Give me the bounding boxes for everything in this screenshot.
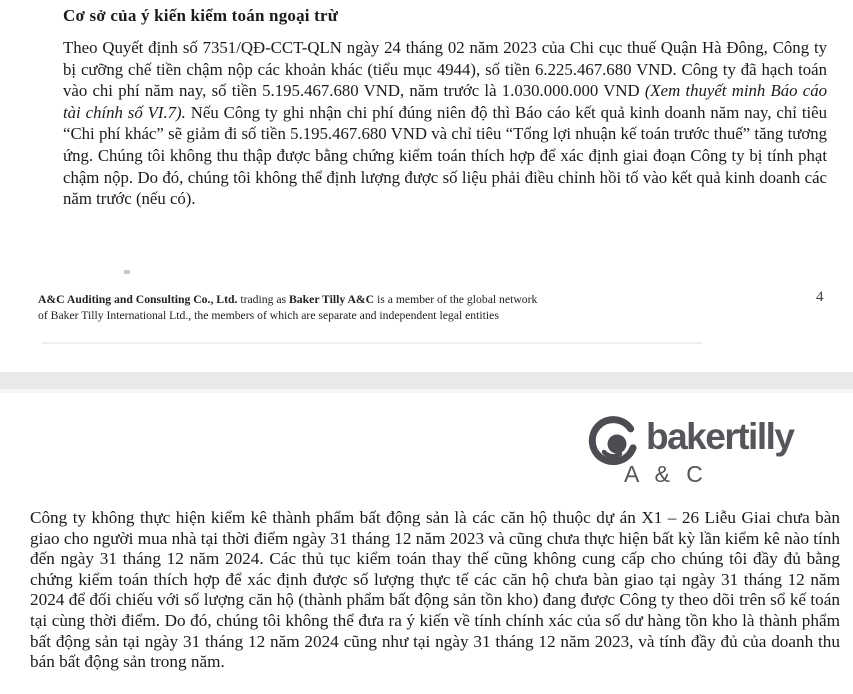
- section-heading: Cơ sở của ý kiến kiểm toán ngoại trừ: [63, 6, 339, 25]
- inventory-qualification-paragraph: Công ty không thực hiện kiểm kê thành phẩm bất động sản là các căn hộ thuộc dự án X1 – 26 Liễu Giai chưa bàn giao cho người mua nhà tại thời điểm ngày 31 tháng 12 năm 2023 và cũng chưa thực hiện bất kỳ lần kiểm kê nào tính đến ngày 31 tháng 12 năm 2024. Các thủ tục kiểm toán thay thế cũng không cung cấp cho chúng tôi đầy đủ bằng chứng kiểm toán thích hợp để xác định được số lượng thực tế các căn hộ chưa bàn giao tại ngày 31 tháng 12 năm 2024 để đối chiếu với số lượng căn hộ (thành phẩm bất động sản tồn kho) đang được Công ty theo dõi trên sổ kế toán tại cùng thời điểm. Do đó, chúng tôi không thể đưa ra ý kiến về tính chính xác của số dư hàng tồn kho là thành phẩm bất động sản tại ngày 31 tháng 12 năm 2024 cũng như tại ngày 31 tháng 12 năm 2023, và tính đầy đủ của doanh thu bán bất động sản trong năm.: [30, 508, 840, 672]
- footer-company-name: A&C Auditing and Consulting Co., Ltd.: [38, 293, 238, 306]
- paragraph-text: Nếu Công ty ghi nhận chi phí đúng niên độ thì Báo cáo kết quả kinh doanh năm nay, chỉ tiêu “Chi phí khác” sẽ giảm đi số tiền 5.195.467.680 VND và chỉ tiêu “Tổng lợi nhuận kế toán trước thuế” tăng tương ứng. Chúng tôi không thu thập được bằng chứng kiểm toán thích hợp để xác định giai đoạn Công ty bị tính phạt chậm nộp. Do đó, chúng tôi không thể định lượng được số liệu phải điều chỉnh hồi tố vào kết quả kinh doanh các năm trước (nếu có).: [63, 102, 827, 209]
- page-number: 4: [816, 289, 824, 305]
- bakertilly-wordmark: bakertilly: [646, 416, 794, 457]
- footer-text: is a member of the global network: [374, 293, 538, 306]
- page-separator: [0, 372, 853, 389]
- scan-artifact-speck: [124, 270, 130, 274]
- footer-text-line2: of Baker Tilly International Ltd., the members of which are separate and independent legal entities: [38, 308, 499, 322]
- bakertilly-logo: [586, 416, 796, 492]
- page-footer-disclaimer: [38, 292, 575, 323]
- bakertilly-unit-label: A & C: [624, 461, 708, 487]
- page-separator-fade: [0, 389, 853, 393]
- footer-text: trading as: [237, 293, 290, 306]
- footer-brand-name: Baker Tilly A&C: [289, 293, 375, 306]
- paragraph-text: Theo Quyết định số 7351/QĐ-CCT-QLN ngày 24 tháng 02 năm 2023 của Chi cục thuế Quận Hà Đông, Công ty bị cưỡng chế tiền chậm nộp các khoản khác (tiểu mục 4944), số tiền 6.225.467.680 VND. Công ty đã hạch toán vào chi phí năm nay, số tiền 5.195.467.680 VND, năm trước là 1.030.000.000 VND: [63, 38, 827, 101]
- paragraph-italic-note: (Xem thuyết minh Báo cáo tài chính số VI.7).: [63, 81, 828, 122]
- scan-artifact-line: [42, 342, 702, 344]
- basis-for-qualified-opinion-paragraph: [63, 37, 827, 210]
